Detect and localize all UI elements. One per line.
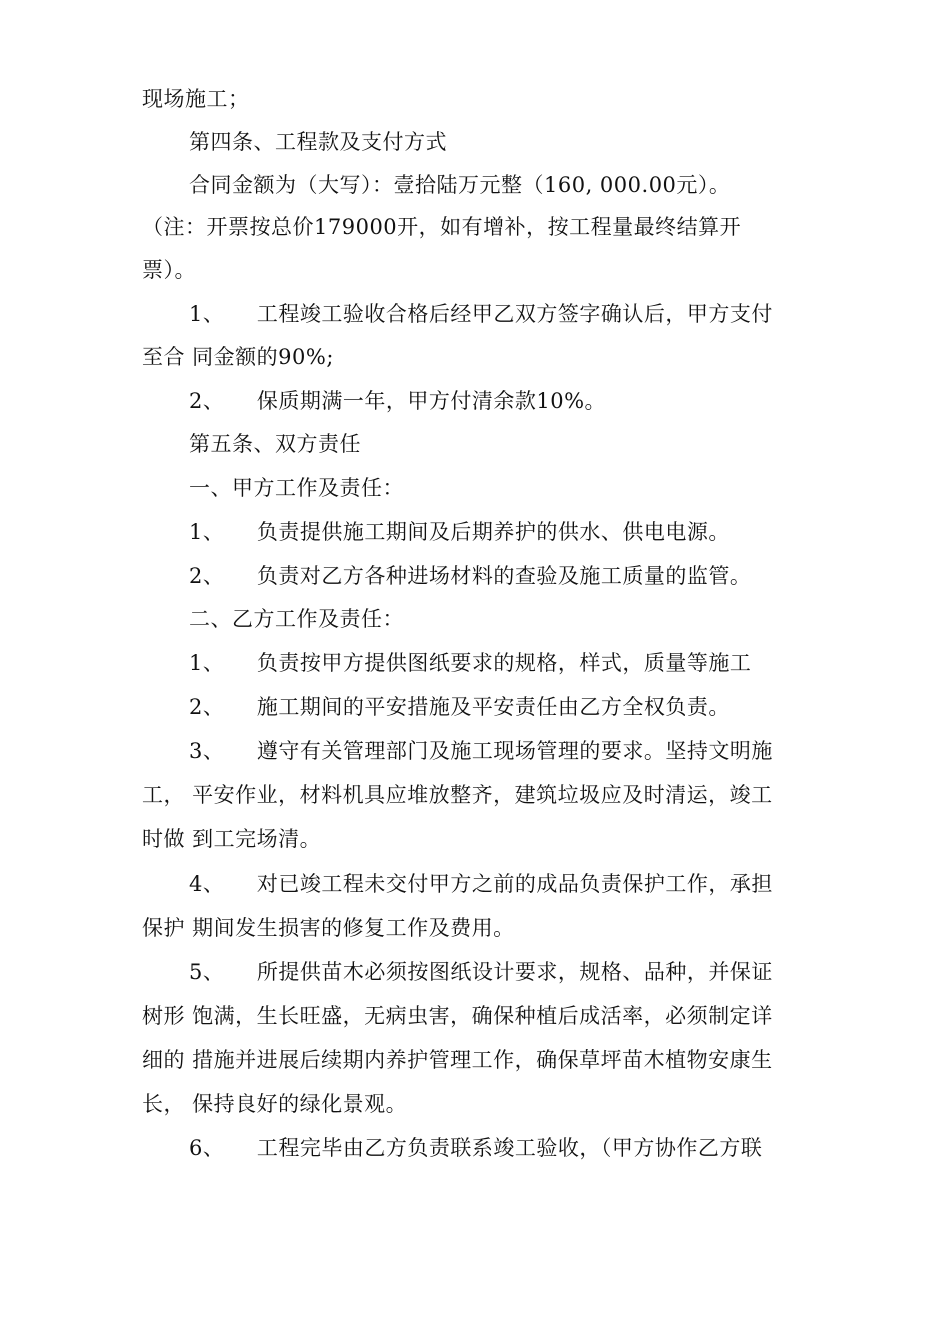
subsection-heading: 二、乙方工作及责任： bbox=[189, 607, 404, 631]
text-line: 保护 期间发生损害的修复工作及费用。 bbox=[142, 916, 515, 940]
list-item: 2、 保质期满一年，甲方付清余款10%。 bbox=[189, 389, 607, 413]
section-heading: 第五条、双方责任 bbox=[189, 432, 361, 456]
list-item: 1、 负责按甲方提供图纸要求的规格，样式，质量等施工 bbox=[189, 651, 752, 675]
list-item: 5、 所提供苗木必须按图纸设计要求，规格、品种，并保证 bbox=[189, 960, 773, 984]
list-item: 2、 负责对乙方各种进场材料的查验及施工质量的监管。 bbox=[189, 564, 752, 588]
text-line: 长， 保持良好的绿化景观。 bbox=[142, 1092, 408, 1116]
list-item: 3、 遵守有关管理部门及施工现场管理的要求。坚持文明施 bbox=[189, 739, 773, 763]
section-heading: 第四条、工程款及支付方式 bbox=[189, 130, 447, 154]
text-line: 细的 措施并进展后续期内养护管理工作，确保草坪苗木植物安康生 bbox=[142, 1048, 773, 1072]
subsection-heading: 一、甲方工作及责任： bbox=[189, 476, 404, 500]
list-item: 1、 工程竣工验收合格后经甲乙双方签字确认后，甲方支付 bbox=[189, 302, 773, 326]
text-line: 工， 平安作业，材料机具应堆放整齐，建筑垃圾应及时清运，竣工 bbox=[142, 783, 773, 807]
list-item: 1、 负责提供施工期间及后期养护的供水、供电电源。 bbox=[189, 520, 730, 544]
text-line: 树形 饱满，生长旺盛，无病虫害，确保种植后成活率，必须制定详 bbox=[142, 1004, 773, 1028]
text-line: 时做 到工完场清。 bbox=[142, 827, 322, 851]
text-line: 至合 同金额的90%; bbox=[142, 345, 334, 369]
list-item: 2、 施工期间的平安措施及平安责任由乙方全权负责。 bbox=[189, 695, 730, 719]
text-line: （注：开票按总价179000开，如有增补，按工程量最终结算开 bbox=[142, 215, 742, 239]
text-line: 票）。 bbox=[142, 258, 196, 282]
text-line: 现场施工； bbox=[142, 87, 250, 111]
list-item: 4、 对已竣工程未交付甲方之前的成品负责保护工作，承担 bbox=[189, 872, 773, 896]
list-item: 6、 工程完毕由乙方负责联系竣工验收，（甲方协作乙方联 bbox=[189, 1136, 763, 1160]
text-line: 合同金额为（大写）：壹拾陆万元整（160, 000.00元）。 bbox=[189, 173, 731, 197]
